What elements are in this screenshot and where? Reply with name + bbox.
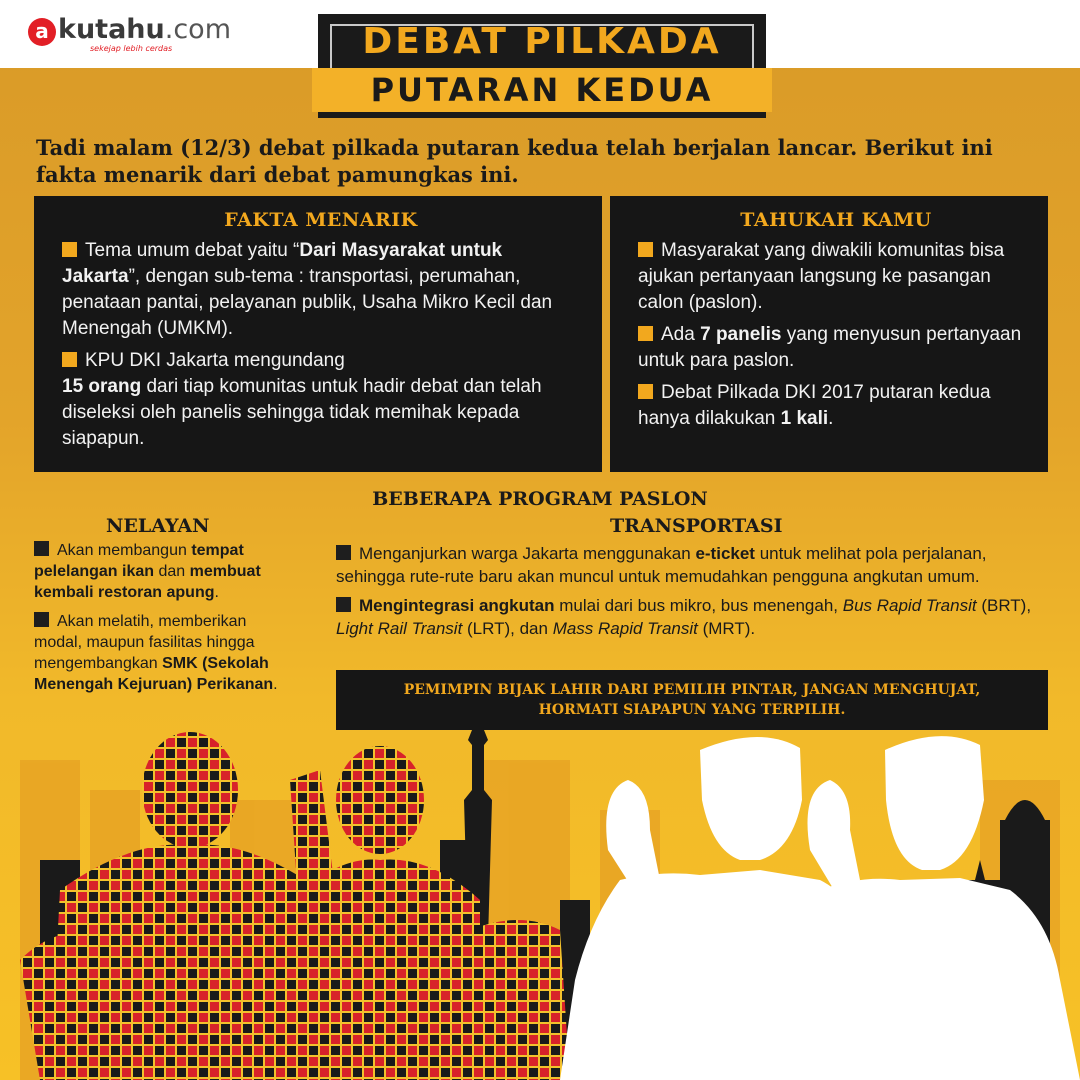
bullet-square-icon	[62, 242, 77, 257]
text: Ada	[661, 324, 701, 345]
bullet-square-icon	[638, 384, 653, 399]
nelayan-item-1	[34, 540, 296, 603]
bullet-square-icon	[62, 352, 77, 367]
intro-text: Tadi malam (12/3) debat pilkada putaran kedua telah berjalan lancar. Berikut ini fakta menarik dari debat pamungkas ini.	[36, 135, 993, 187]
bullet-square-icon	[336, 597, 351, 612]
transportasi-heading: TRANSPORTASI	[610, 515, 783, 537]
text: KPU DKI Jakarta mengundang	[85, 350, 345, 371]
fakta-item-2	[62, 348, 580, 452]
page-title: DEBAT PILKADA	[362, 21, 722, 62]
title-box	[318, 14, 766, 118]
tahukah-heading: TAHUKAH KAMU	[740, 209, 932, 231]
bullet-square-icon	[34, 541, 49, 556]
bold-text: e-ticket	[695, 544, 755, 563]
text: dan	[154, 563, 190, 580]
closing-banner	[336, 670, 1048, 730]
text: .	[273, 676, 278, 693]
bullet-square-icon	[638, 242, 653, 257]
bold-text: membuat kembali restoran apung	[34, 563, 261, 601]
bold-text: tempat pelelangan ikan	[34, 542, 244, 580]
text: Tema umum debat yaitu “	[85, 240, 300, 261]
bullet-square-icon	[34, 612, 49, 627]
banner-line-1: PEMIMPIN BIJAK LAHIR DARI PEMILIH PINTAR, JANGAN MENGHUJAT,	[403, 682, 981, 698]
text: untuk melihat pola perjalanan, sehingga rute-rute baru akan muncul untuk memudahkan pengguna angkutan umum.	[336, 544, 987, 586]
text: Debat Pilkada DKI 2017 putaran kedua hanya dilakukan	[638, 382, 991, 429]
bold-text: 15 orang	[62, 376, 142, 397]
logo-domain: .com	[164, 14, 231, 45]
banner-line-2: HORMATI SIAPAPUN YANG TERPILIH.	[538, 702, 846, 718]
transportasi-item-2	[336, 594, 1048, 640]
bullet-square-icon	[638, 326, 653, 341]
fakta-menarik-panel	[34, 196, 602, 472]
text: ”, dengan sub-tema : transportasi, perumahan, penataan pantai, pelayanan publik, Usaha Mikro Kecil dan Menengah (UMKM).	[62, 266, 553, 339]
page-subtitle: PUTARAN KEDUA	[312, 68, 772, 112]
tahukah-kamu-panel	[610, 196, 1048, 472]
logo-wordmark	[58, 14, 231, 46]
programs-heading: BEBERAPA PROGRAM PASLON	[372, 488, 708, 510]
text: dari tiap komunitas untuk hadir debat dan telah diseleksi oleh panelis sehingga tidak memihak kepada siapapun.	[62, 376, 542, 449]
text: (MRT).	[697, 619, 756, 638]
fakta-heading: FAKTA MENARIK	[224, 209, 418, 231]
logo-tagline: sekejap lebih cerdas	[90, 44, 173, 53]
logo-badge: a	[28, 18, 56, 46]
text: mulai dari bus mikro, bus menengah,	[554, 596, 843, 615]
nelayan-heading: NELAYAN	[106, 515, 210, 537]
text: Masyarakat yang diwakili komunitas bisa ajukan pertanyaan langsung ke pasangan calon (paslon).	[638, 240, 1005, 313]
bold-text: 1 kali	[780, 408, 829, 429]
nelayan-item-2	[34, 611, 296, 695]
bold-text: Mengintegrasi angkutan	[359, 596, 555, 615]
bold-text: 7 panelis	[700, 324, 782, 345]
text: Akan membangun	[57, 542, 192, 559]
italic-text: Bus Rapid Transit	[842, 596, 977, 615]
bold-text: SMK (Sekolah Menengah Kejuruan) Perikanan	[34, 655, 274, 693]
transportasi-item-1	[336, 542, 1048, 588]
bold-text: Dari Masyarakat untuk Jakarta	[62, 240, 503, 287]
tahukah-item-1	[638, 238, 1034, 316]
logo-name: kutahu	[58, 14, 165, 45]
text: (LRT), dan	[462, 619, 553, 638]
italic-text: Mass Rapid Transit	[552, 619, 698, 638]
fakta-item-1	[62, 238, 580, 342]
text: Menganjurkan warga Jakarta menggunakan	[359, 544, 696, 563]
text: Akan melatih, memberikan modal, maupun fasilitas hingga mengembangkan	[34, 613, 255, 672]
text: .	[214, 584, 219, 601]
nelayan-list	[34, 540, 296, 703]
tahukah-item-2	[638, 322, 1034, 374]
text: (BRT),	[976, 596, 1032, 615]
text: yang menyusun pertanyaan untuk para paslon.	[638, 324, 1022, 371]
transportasi-list	[336, 542, 1048, 646]
text: .	[828, 408, 834, 429]
bullet-square-icon	[336, 545, 351, 560]
tahukah-item-3	[638, 380, 1034, 432]
italic-text: Light Rail Transit	[336, 619, 463, 638]
